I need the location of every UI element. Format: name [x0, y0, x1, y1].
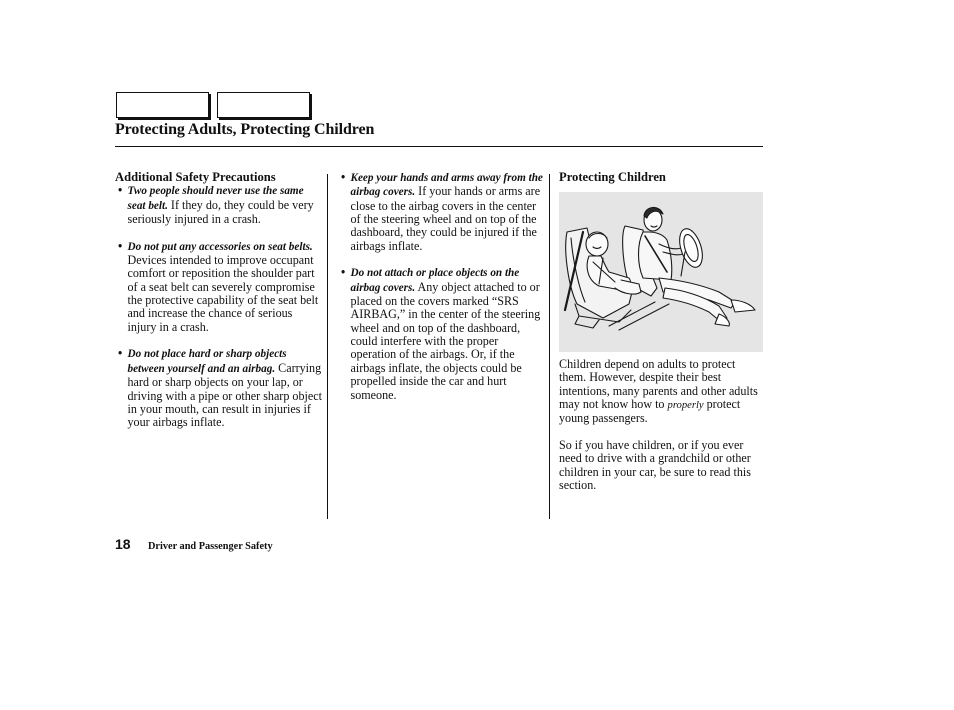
bullet-dot: • [118, 238, 123, 253]
bullet-seat-belt-sharing [115, 184, 323, 226]
bullet-text: Devices intended to improve occupant comfort or reposition the shoulder part of a seat belt can severely compromise the protective capability of the seat belt and increase the chance of serious injury in a crash. [127, 253, 319, 334]
page-title: Protecting Adults, Protecting Children [115, 121, 375, 138]
bullet-dot: • [118, 183, 123, 198]
protecting-children-para-2: So if you have children, or if you ever need to drive with a grandchild or other children in your car, be sure to read this section. [559, 438, 751, 493]
emphasis-properly: properly [667, 400, 704, 412]
bullet-dot: • [341, 170, 346, 184]
section-name: Driver and Passenger Safety [148, 541, 273, 552]
page-number: 18 [115, 536, 131, 552]
bullet-lead: Do not attach or place objects on the airbag covers. [350, 267, 520, 294]
bullet-text: If your hands or arms are close to the airbag covers in the center of the steering wheel and on top of the dashboard, they could be injured if the airbags inflate. [350, 184, 541, 253]
column-divider-1 [327, 174, 328, 519]
column-3 [559, 171, 764, 184]
child-seat-illustration [559, 192, 763, 352]
bullet-lead: Do not put any accessories on seat belts. [127, 240, 313, 253]
bullet-lead: Two people should never use the same seat belt. [127, 185, 304, 212]
bullet-hands-away [338, 171, 543, 253]
protecting-children-para-1: Children depend on adults to protect them. However, despite their best intentions, many parents and other adults may not know how to properly protect young passengers. [559, 357, 758, 426]
bullet-text: If they do, they could be very seriously injured in a crash. [127, 197, 314, 227]
header-tab-box-2 [217, 92, 310, 118]
additional-safety-heading: Additional Safety Precautions [115, 170, 276, 184]
header-tab-box-1 [116, 92, 209, 118]
bullet-sharp-objects [115, 347, 323, 429]
bullet-text: Any object attached to or placed on the covers marked “SRS AIRBAG,” in the center of the steering wheel and on top of the dashboard, could interfere with the proper operation of the airbags. Or, if the airbags inflate, the objects could be propelled inside the car and hurt someone. [350, 279, 541, 402]
column-1 [115, 171, 323, 430]
bullet-text: Carrying hard or sharp objects on your lap, or driving with a pipe or other sharp object in your mouth, can result in injuries if your airbags inflate. [127, 360, 322, 430]
column-divider-2 [549, 174, 550, 519]
bullet-no-objects-on-covers [338, 266, 543, 401]
bullet-dot: • [341, 265, 346, 280]
bullet-lead: Do not place hard or sharp objects between yourself and an airbag. [127, 348, 287, 375]
column-2 [338, 171, 543, 402]
bullet-lead: Keep your hands and arms away from the airbag covers. [350, 172, 543, 199]
protecting-children-heading: Protecting Children [559, 170, 666, 184]
protecting-children-body [559, 358, 764, 492]
bullet-dot: • [118, 346, 123, 361]
bullet-seat-belt-accessories [115, 240, 323, 334]
title-rule [115, 146, 763, 147]
